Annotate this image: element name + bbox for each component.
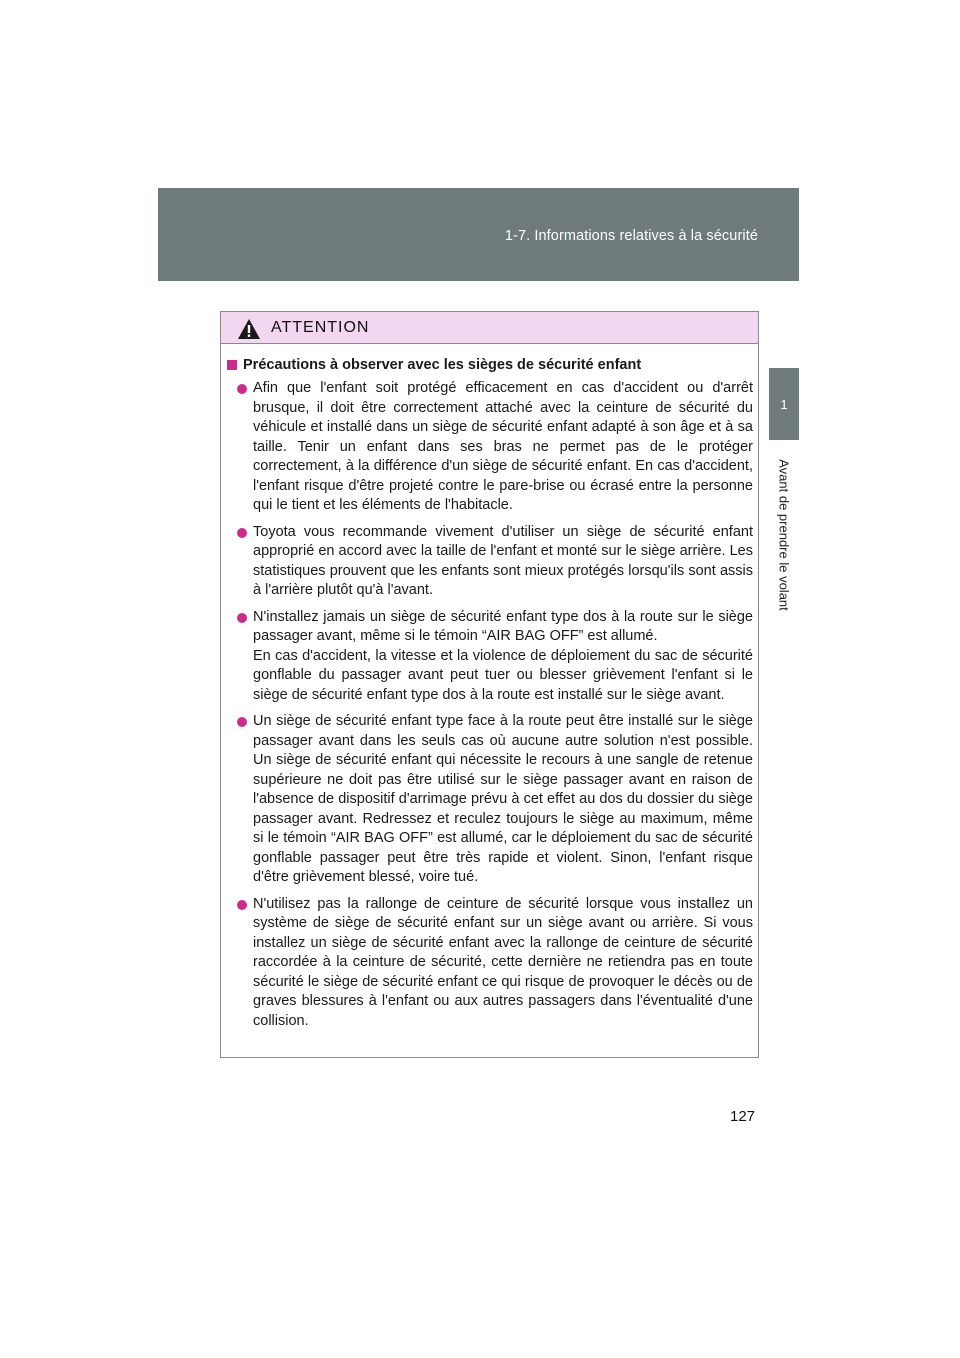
attention-box: [220, 311, 759, 1058]
chapter-tab: [769, 368, 799, 440]
list-item-text: Un siège de sécurité enfant type face à la route peut être installé sur le siège passager avant dans les seuls cas où aucune autre solution n'est possible. Un siège de sécurité enfant qui nécessite le recours à une sangle de retenue supérieure ne doit pas être utilisé sur le siège passager avant en raison de l'absence de dispositif d'arrimage prévu à cet effet au dos du dossier du siège passager avant. Redressez et reculez toujours le siège au maximum, même si le témoin “AIR BAG OFF” est allumé, car le déploiement du sac de sécurité gonflable passager peut être très rapide et violent. Sinon, l'enfant risque d'être grièvement blessé, voire tué.: [253, 713, 753, 885]
section-title: [227, 357, 753, 373]
attention-content: [221, 344, 758, 1031]
list-item: [227, 523, 753, 601]
list-item: [227, 379, 753, 516]
page-number: 127: [730, 1108, 756, 1125]
circle-bullet-icon: [237, 900, 247, 910]
list-item-text: Toyota vous recommande vivement d'utiliser un siège de sécurité enfant approprié en accord avec la taille de l'enfant et monté sur le siège arrière. Les statistiques prouvent que les enfants sont mieux protégés lorsqu'ils sont assis à l'arrière plutôt qu'à l'avant.: [253, 523, 753, 598]
circle-bullet-icon: [237, 528, 247, 538]
square-bullet-icon: [227, 360, 237, 370]
list-item: [227, 712, 753, 888]
list-item-text: N'utilisez pas la rallonge de ceinture de sécurité lorsque vous installez un système de siège de sécurité enfant sur un siège avant ou arrière. Si vous installez un siège de sécurité enfant avec la rallonge de ceinture de sécurité raccordée à la ceinture de sécurité, cette dernière ne retiendra pas en toute sécurité le siège de sécurité enfant ce qui risque de provoquer le décès ou de graves blessures à l'enfant ou aux autres passagers dans l'éventualité d'une collision.: [253, 895, 753, 1029]
chapter-label: Avant de prendre le volant: [776, 459, 792, 611]
list-item-text: Afin que l'enfant soit protégé efficacement en cas d'accident ou d'arrêt brusque, il doit être correctement attaché avec la ceinture de sécurité du véhicule et installé dans un siège de sécurité enfant adapté à son âge et à sa taille. Tenir un enfant dans ses bras ne permet pas de le protéger correctement, à la différence d'un siège de sécurité enfant. En cas d'accident, l'enfant risque d'être projeté contre le pare-brise ou écrasé entre la personne qui le tient et les éléments de l'habitacle.: [253, 380, 753, 513]
circle-bullet-icon: [237, 613, 247, 623]
chapter-tab-divider: [769, 440, 799, 441]
section-title-text: Précautions à observer avec les sièges de sécurité enfant: [243, 357, 642, 373]
header-band: [158, 188, 799, 281]
list-item-continuation: En cas d'accident, la vitesse et la violence de déploiement du sac de sécurité gonflable du passager avant peut tuer ou blesser grièvement l'enfant si le siège de sécurité enfant type dos à la route est installé sur le siège avant.: [253, 647, 753, 703]
circle-bullet-icon: [237, 384, 247, 394]
list-item: [227, 895, 753, 1032]
section-header-title: 1-7. Informations relatives à la sécurité: [504, 228, 758, 244]
list-item-text: N'installez jamais un siège de sécurité enfant type dos à la route sur le siège passager avant, même si le témoin “AIR BAG OFF” est allumé.: [253, 608, 753, 644]
chapter-number: 1: [780, 396, 788, 412]
circle-bullet-icon: [237, 717, 247, 727]
attention-label: ATTENTION: [271, 318, 370, 336]
warning-triangle-icon: [237, 318, 261, 340]
attention-header: [221, 312, 758, 344]
list-item: [227, 608, 753, 706]
